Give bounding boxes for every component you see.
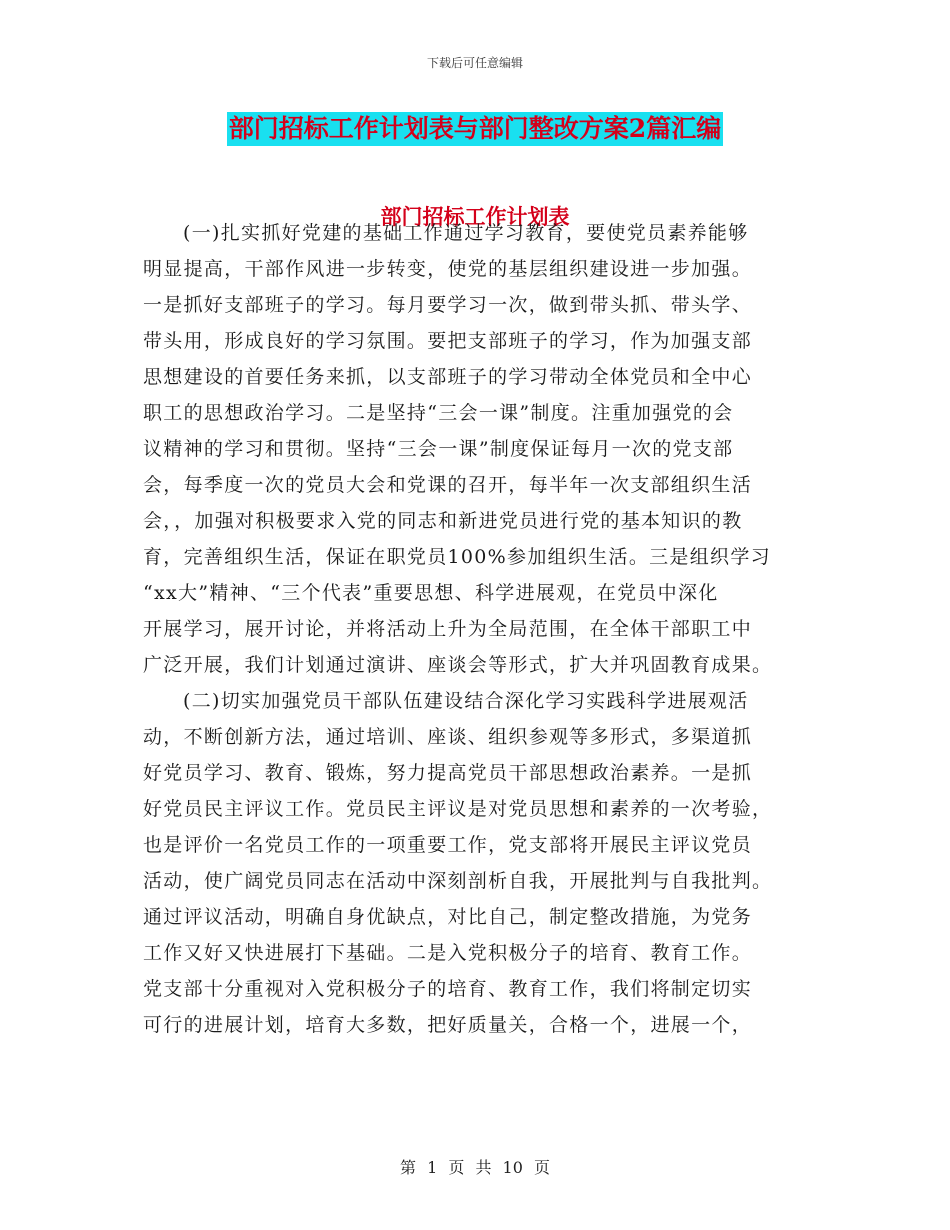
text-line: 可行的进展计划，培育大多数，把好质量关，合格一个，进展一个， — [143, 1014, 753, 1036]
text-line: (一)扎实抓好党建的基础工作通过学习教育，要使党员素养能够 — [183, 222, 749, 244]
page-footer: 第 1 页 共 10 页 — [400, 1158, 550, 1177]
text-line: 通过评议活动，明确自身优缺点，对比自己，制定整改措施，为党务 — [143, 906, 753, 928]
text-line: 动，不断创新方法，通过培训、座谈、组织参观等多形式，多渠道抓 — [143, 726, 753, 748]
text-line: 会，每季度一次的党员大会和党课的召开，每半年一次支部组织生活 — [143, 474, 753, 496]
text-line: 工作又好又快进展打下基础。二是入党积极分子的培育、教育工作。 — [143, 942, 753, 964]
text-line: 好党员民主评议工作。党员民主评议是对党员思想和素养的一次考验， — [143, 798, 773, 820]
text-line: 议精神的学习和贯彻。坚持“三会一课”制度保证每月一次的党支部 — [143, 438, 734, 460]
text-line: 职工的思想政治学习。二是坚持“三会一课”制度。注重加强党的会 — [143, 402, 734, 424]
text-line: 带头用，形成良好的学习氛围。要把支部班子的学习，作为加强支部 — [143, 330, 753, 352]
document-title — [0, 112, 950, 146]
text-line: 也是评价一名党员工作的一项重要工作，党支部将开展民主评议党员 — [143, 834, 753, 856]
section-title: 部门招标工作计划表 — [380, 204, 570, 229]
text-line: 明显提高，干部作风进一步转变，使党的基层组织建设进一步加强。 — [143, 258, 753, 280]
text-line: 一是抓好支部班子的学习。每月要学习一次，做到带头抓、带头学、 — [143, 294, 753, 316]
text-line: 党支部十分重视对入党积极分子的培育、教育工作，我们将制定切实 — [143, 978, 753, 1000]
text-line: 好党员学习、教育、锻炼，努力提高党员干部思想政治素养。一是抓 — [143, 762, 753, 784]
header-note: 下载后可任意编辑 — [426, 56, 523, 70]
text-line: (二)切实加强党员干部队伍建设结合深化学习实践科学进展观活 — [183, 690, 749, 712]
text-line: “xx大”精神、“三个代表”重要思想、科学进展观，在党员中深化 — [143, 582, 719, 604]
document-title-text: 部门招标工作计划表与部门整改方案2篇汇编 — [227, 112, 723, 146]
text-line: 思想建设的首要任务来抓，以支部班子的学习带动全体党员和全中心 — [143, 366, 753, 388]
text-line: 育，完善组织生活，保证在职党员100%参加组织生活。三是组织学习 — [143, 546, 771, 568]
text-line: 活动，使广阔党员同志在活动中深刻剖析自我，开展批判与自我批判。 — [143, 870, 773, 892]
text-line: 开展学习，展开讨论，并将活动上升为全局范围，在全体干部职工中 — [143, 618, 753, 640]
text-line: 广泛开展，我们计划通过演讲、座谈会等形式，扩大并巩固教育成果。 — [143, 654, 773, 676]
text-line: 会，，加强对积极要求入党的同志和新进党员进行党的基本知识的教 — [143, 510, 743, 532]
